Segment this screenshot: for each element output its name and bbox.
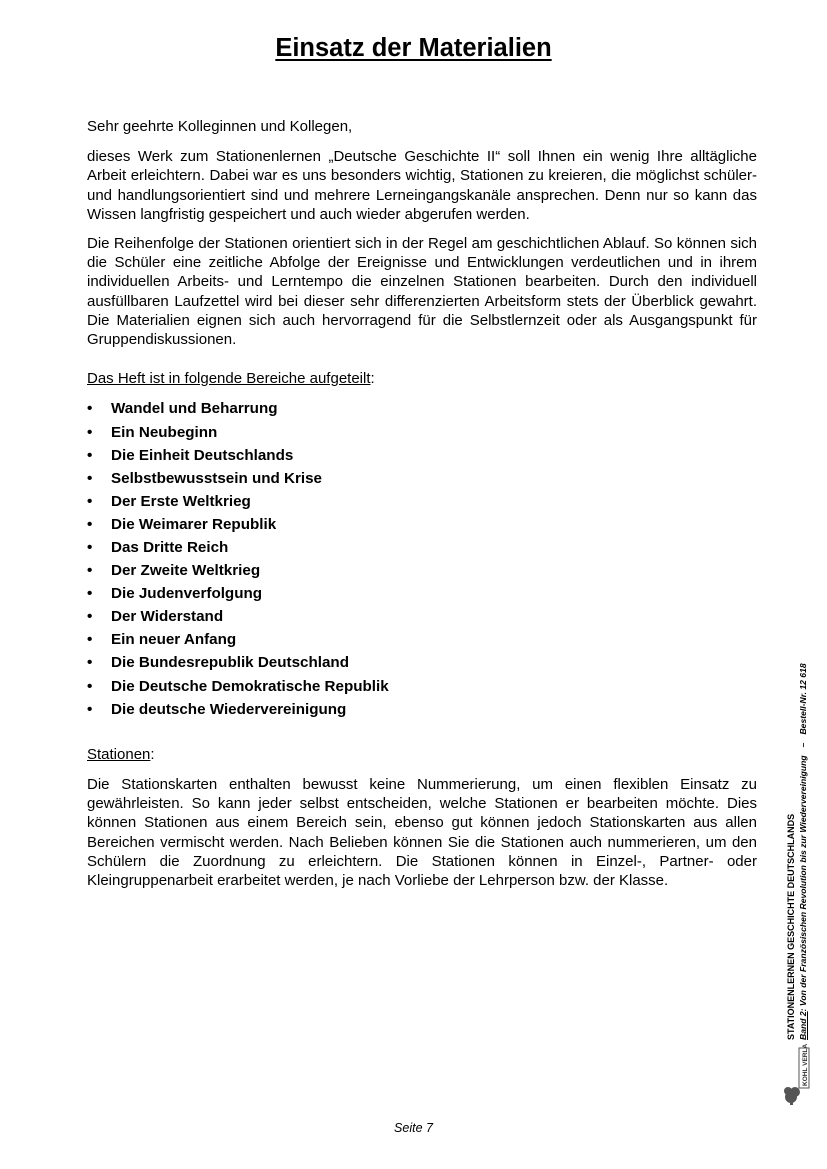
topic-label: Die Weimarer Republik [111,515,277,533]
intro-paragraph: dieses Werk zum Stationenlernen „Deutsche Geschichte II“ soll Ihnen ein wenig Ihre alltägliche Arbeit erleichtern. Dabei war es uns besonders wichtig, Stationen zu kreieren, die möglichst schüler- und handlungsorientiert sind und mehrere Lerneingangskanäle ansprechen. Denn nur so kann das Wissen langfristig gespeichert und auch wieder abgerufen werden. [87,148,757,223]
band-subtitle: : Von der Französischen Revolution bis zur Wiedervereinigung [798,755,808,1012]
topic-label: Ein neuer Anfang [111,631,237,649]
list-item [87,421,757,444]
sections-heading-text: Das Heft ist in folgende Bereiche aufgeteilt [87,370,371,388]
topic-label: Das Dritte Reich [111,539,229,556]
side-imprint [786,640,818,1040]
bullet-icon: • [87,446,93,464]
bullet-icon: • [87,654,93,672]
topic-label: Wandel und Beharrung [111,400,278,418]
bullet-icon: • [87,423,93,441]
topic-label: Die deutsche Wiedervereinigung [111,700,347,718]
stations-heading [87,745,757,764]
list-item [87,513,757,536]
list-item [87,582,757,605]
series-title: STATIONENLERNEN GESCHICHTE DEUTSCHLANDS [786,813,796,1040]
topic-label: Der Zweite Weltkrieg [111,562,261,580]
page-number: Seite 7 [394,1121,433,1135]
topic-label: Der Widerstand [111,608,224,626]
order-paragraph: Die Reihenfolge der Stationen orientiert sich in der Regel am geschichtlichen Ablauf. So können sich die Schüler eine zeitliche Abfolge der Ereignisse und Entwicklungen verdeutlichen und in ihrem individuellen Arbeits- und Lerntempo die einzelnen Stationen bearbeiten. Durch den individuell ausfüllbaren Laufzettel wird bei dieser sehr differenzierten Arbeitsform stets der Überblick gewahrt. Die Materialien eignen sich auch hervorragend für die Selbstlernzeit oder als Ausgangspunkt für Gruppendiskussionen. [87,235,757,349]
greeting: Sehr geehrte Kolleginnen und Kollegen, [87,118,353,135]
bullet-icon: • [87,400,93,418]
list-item [87,467,757,490]
topic-label: Die Deutsche Demokratische Republik [111,677,389,695]
band-label: Band 2 [798,1011,808,1040]
bullet-icon: • [87,608,93,626]
list-item [87,675,757,698]
bullet-icon: • [87,631,93,649]
bullet-icon: • [87,492,93,510]
topic-label: Der Erste Weltkrieg [111,492,251,510]
main-content [87,117,757,890]
series-subtitle [797,640,809,1040]
separator: – [798,742,808,748]
tree-icon [782,1044,812,1106]
list-item [87,605,757,628]
topics-list [87,397,757,720]
sections-heading-colon: : [370,370,375,388]
bullet-icon: • [87,469,93,487]
topic-label: Selbstbewusstsein und Krise [111,469,322,487]
topic-label: Die Einheit Deutschlands [111,446,294,464]
bullet-icon: • [87,539,93,556]
topic-label: Ein Neubeginn [111,423,218,441]
list-item [87,651,757,674]
list-item [87,536,757,559]
list-item [87,490,757,513]
topic-label: Die Bundesrepublik Deutschland [111,654,349,672]
list-item [87,559,757,582]
bullet-icon: • [87,700,93,718]
list-item [87,397,757,420]
publisher-name: KOHL VERLAG [802,1044,809,1086]
bullet-icon: • [87,677,93,695]
stations-heading-text: Stationen [87,745,151,763]
stations-heading-colon: : [150,745,155,763]
publisher-logo [782,1044,812,1106]
list-item [87,698,757,721]
list-item [87,628,757,651]
bullet-icon: • [87,585,93,603]
bullet-icon: • [87,562,93,580]
page-title: Einsatz der Materialien [275,34,552,62]
sections-heading [87,369,757,388]
list-item [87,444,757,467]
stations-paragraph: Die Stationskarten enthalten bewusst keine Nummerierung, um einen flexiblen Einsatz zu gewährleisten. So kann jeder selbst entscheiden, welche Stationen er bearbeiten möchte. Dies können Stationen aus einem Bereich sein, ebenso gut können jedoch Stationskarten aus allen Bereichen vermischt werden. Nach Belieben können Sie die Stationen auch nummerieren, um den Schülern die Zuordnung zu erleichtern. Die Stationen können in Einzel-, Partner- oder Kleingruppenarbeit erarbeitet werden, je nach Vorliebe der Lehrperson bzw. der Klasse. [87,775,757,889]
order-number: Bestell-Nr. 12 618 [798,663,808,735]
topic-label: Die Judenverfolgung [111,585,263,603]
bullet-icon: • [87,515,93,533]
